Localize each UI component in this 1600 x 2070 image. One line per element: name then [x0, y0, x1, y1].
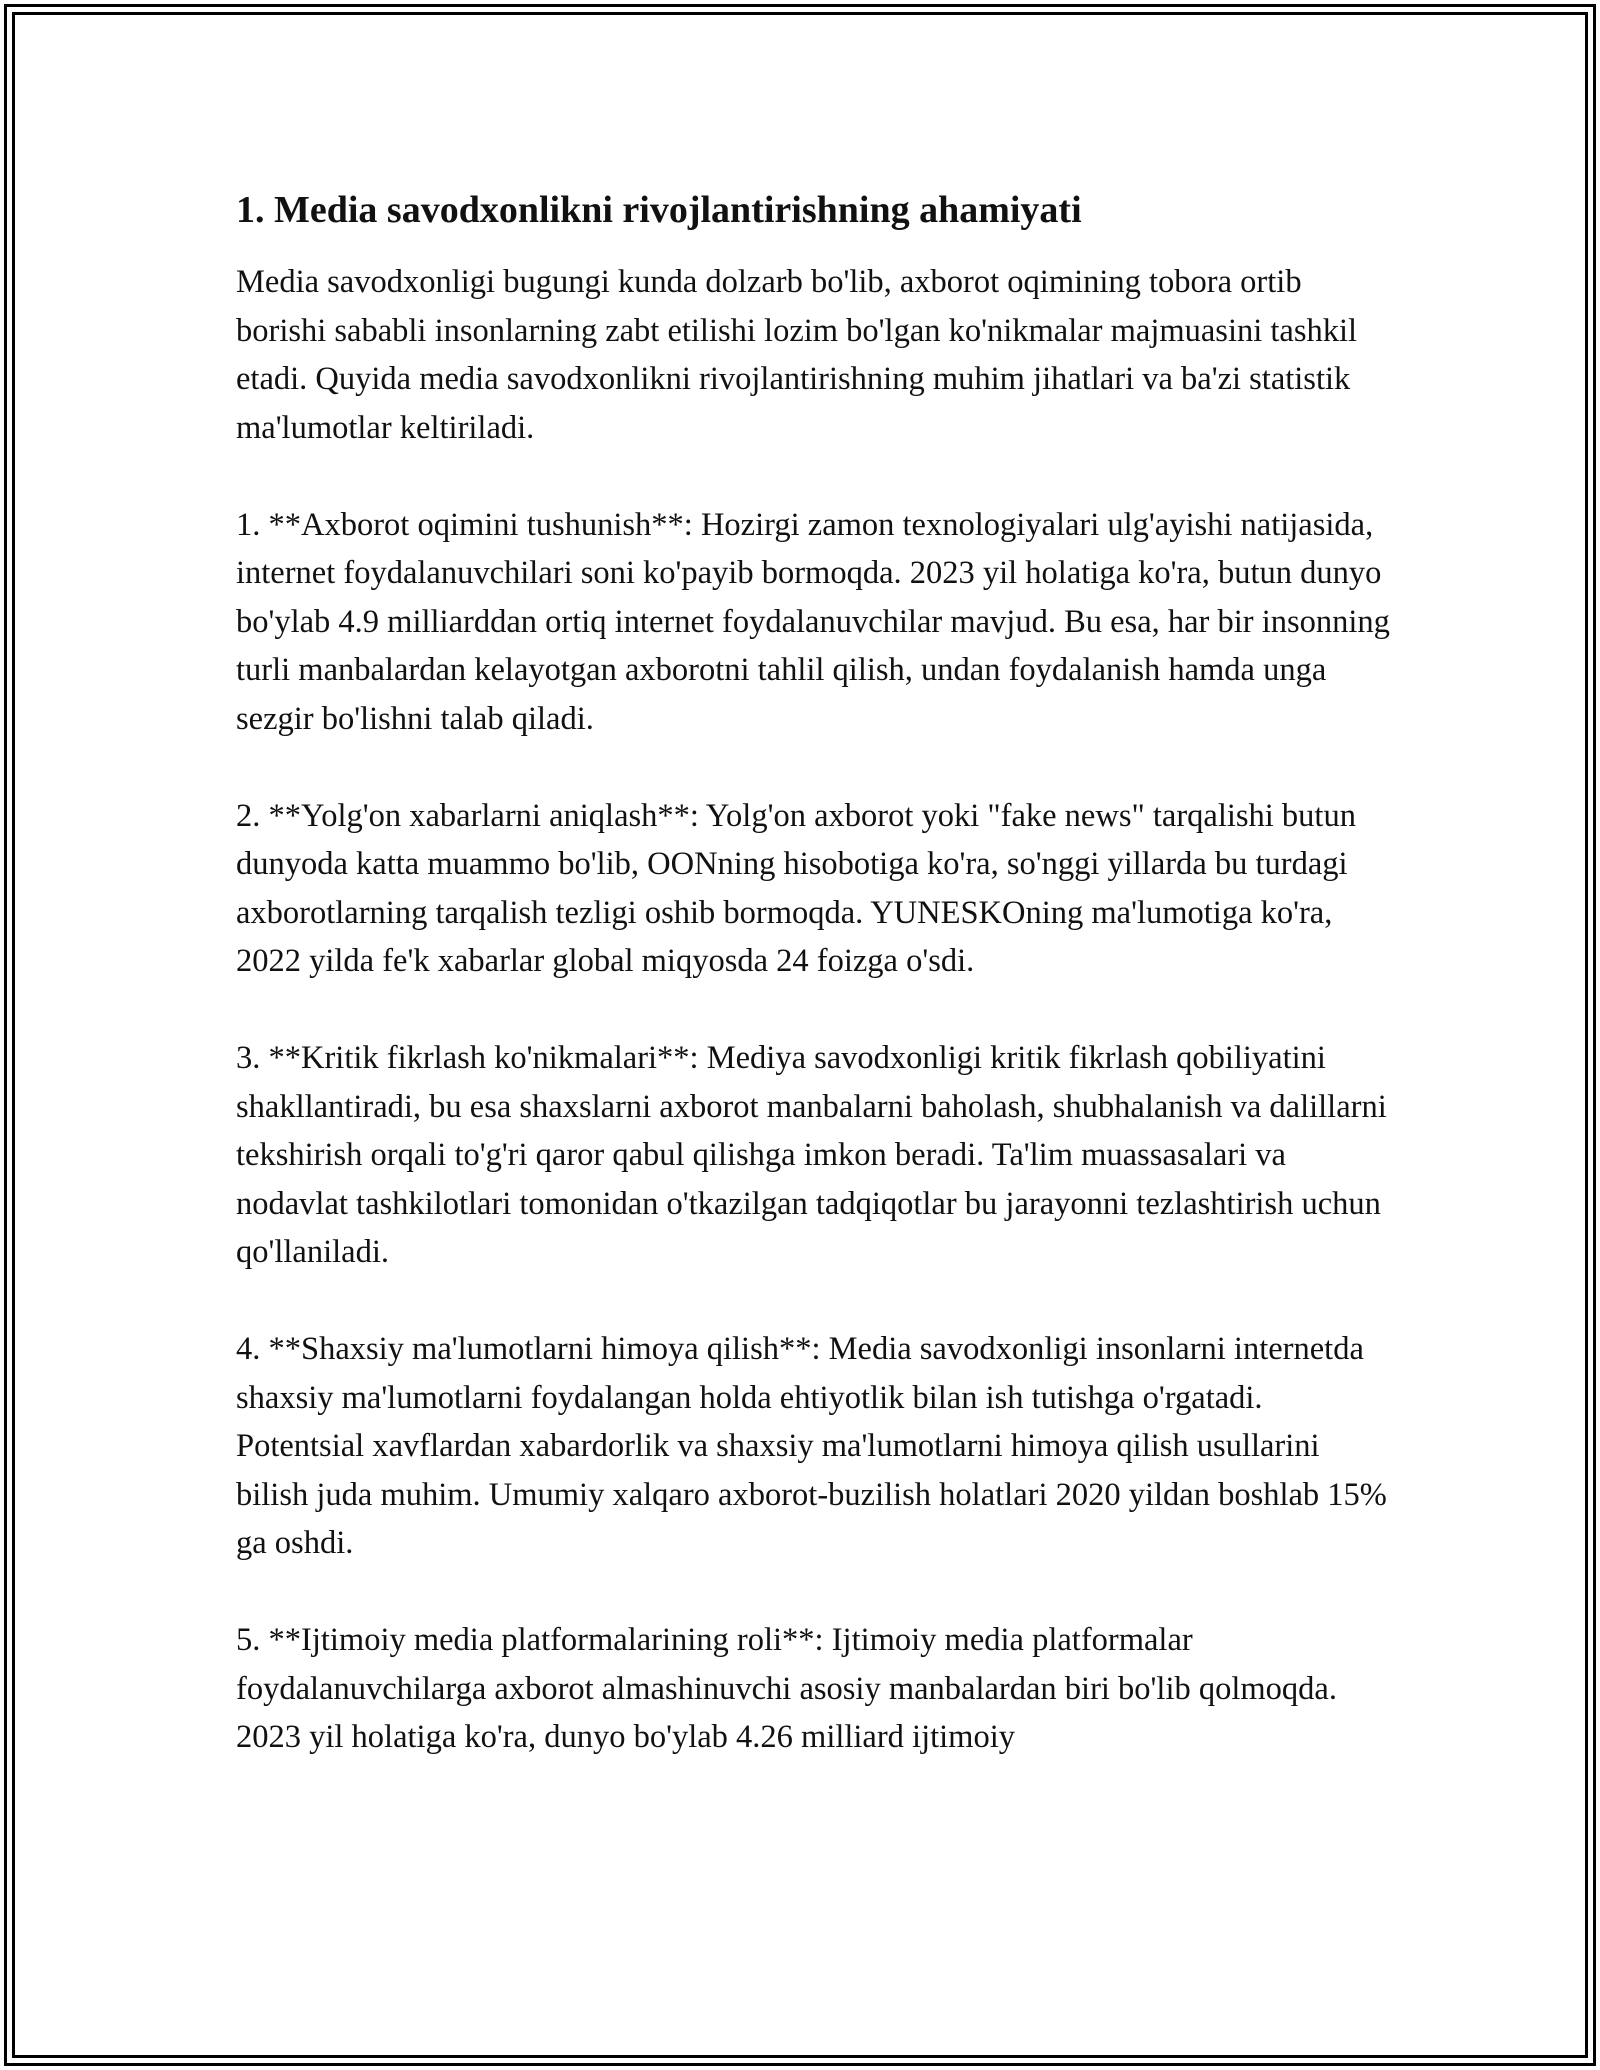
intro-paragraph: Media savodxonligi bugungi kunda dolzarb bo'lib, axborot oqimining tobora ortib borishi sababli insonlarning zabt etilishi lozim bo'lgan ko'nikmalar majmuasini tashkil etadi. Quyida media savodxonlikni rivojlantirishning muhim jihatlari va ba'zi statistik ma'lumotlar keltiriladi.	[236, 264, 1358, 446]
point-5-paragraph: 5. **Ijtimoiy media platformalarining roli**: Ijtimoiy media platformalar foydalanuvchilarga axborot almashinuvchi asosiy manbalardan biri bo'lib qolmoqda. 2023 yil holatiga ko'ra, dunyo bo'ylab 4.26 milliard ijtimoiy	[236, 1622, 1337, 1755]
point-3-paragraph: 3. **Kritik fikrlash ko'nikmalari**: Mediya savodxonligi kritik fikrlash qobiliyatini shakllantiradi, bu esa shaxslarni axborot manbalarni baholash, shubhalanish va dalillarni tekshirish orqali to'g'ri qaror qabul qilishga imkon beradi. Ta'lim muassasalari va nodavlat tashkilotlari tomonidan o'tkazilgan tadqiqotlar bu jarayonni tezlashtirish uchun qo'llaniladi.	[236, 1040, 1387, 1270]
point-4-paragraph: 4. **Shaxsiy ma'lumotlarni himoya qilish**: Media savodxonligi insonlarni internetda shaxsiy ma'lumotlarni foydalangan holda ehtiyotlik bilan ish tutishga o'rgatadi. Potentsial xavflardan xabardorlik va shaxsiy ma'lumotlarni himoya qilish usullarini bilish juda muhim. Umumiy xalqaro axborot-buzilish holatlari 2020 yildan boshlab 15% ga oshdi.	[236, 1331, 1387, 1561]
point-1-paragraph: 1. **Axborot oqimini tushunish**: Hozirgi zamon texnologiyalari ulg'ayishi natijasida, internet foydalanuvchilari soni ko'payib bormoqda. 2023 yil holatiga ko'ra, butun dunyo bo'ylab 4.9 milliarddan ortiq internet foydalanuvchilar mavjud. Bu esa, har bir insonning turli manbalardan kelayotgan axborotni tahlil qilish, undan foydalanish hamda unga sezgir bo'lishni talab qiladi.	[236, 506, 1390, 737]
document-body	[236, 186, 1396, 1810]
section-heading: 1. Media savodxonlikni rivojlantirishning ahamiyati	[236, 189, 1082, 231]
point-2-paragraph: 2. **Yolg'on xabarlarni aniqlash**: Yolg'on axborot yoki "fake news" tarqalishi butun dunyoda katta muammo bo'lib, OONning hisobotiga ko'ra, so'nggi yillarda bu turdagi axborotlarning tarqalish tezligi oshib bormoqda. YUNESKOning ma'lumotiga ko'ra, 2022 yilda fe'k xabarlar global miqyosda 24 foizga o'sdi.	[236, 797, 1356, 979]
